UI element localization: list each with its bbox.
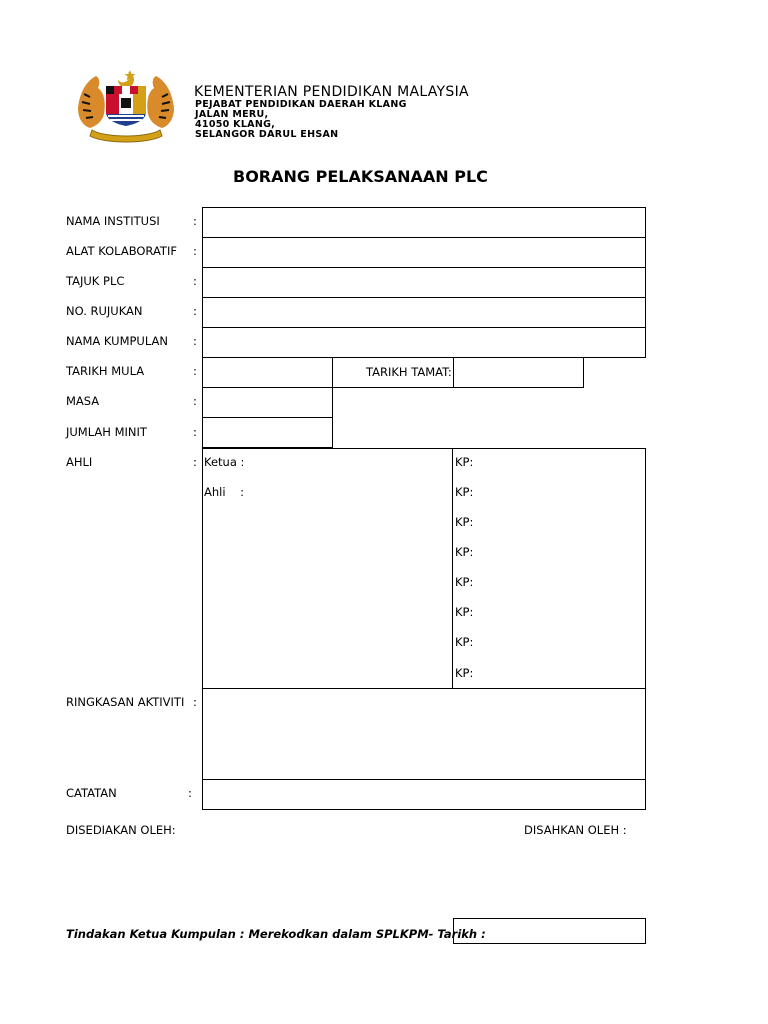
- label-masa: MASA: [66, 394, 100, 408]
- ahli-label: Ahli :: [204, 485, 245, 499]
- address-line-1: PEJABAT PENDIDIKAN DAERAH KLANG: [195, 99, 407, 110]
- form-title: BORANG PELAKSANAAN PLC: [233, 167, 488, 186]
- nama-kumpulan-field[interactable]: [202, 327, 646, 358]
- footer-instruction: Tindakan Ketua Kumpulan : Merekodkan dalam SPLKPM- Tarikh :: [66, 927, 486, 941]
- colon: :: [193, 274, 197, 288]
- kp-label: KP:: [455, 545, 474, 559]
- tajuk-plc-field[interactable]: [202, 267, 646, 298]
- colon: :: [193, 244, 197, 258]
- address-line-2: JALAN MERU,: [195, 109, 269, 120]
- ketua-label: Ketua :: [204, 455, 245, 469]
- ringkasan-aktiviti-field[interactable]: [202, 688, 646, 780]
- label-catatan: CATATAN: [66, 786, 117, 800]
- ministry-title: KEMENTERIAN PENDIDIKAN MALAYSIA: [194, 84, 469, 100]
- label-tajuk-plc: TAJUK PLC: [66, 274, 125, 288]
- kp-label: KP:: [455, 635, 474, 649]
- kp-label: KP:: [455, 605, 474, 619]
- label-jumlah-minit: JUMLAH MINIT: [66, 425, 147, 439]
- colon: :: [193, 214, 197, 228]
- address-line-3: 41050 KLANG,: [195, 119, 276, 130]
- colon: :: [193, 304, 197, 318]
- malaysia-coat-of-arms-logo: [74, 66, 178, 144]
- kp-label: KP:: [455, 666, 474, 680]
- address-line-4: SELANGOR DARUL EHSAN: [195, 129, 339, 140]
- label-ahli: AHLI: [66, 455, 93, 469]
- label-no-rujukan: NO. RUJUKAN: [66, 304, 143, 318]
- members-table: [202, 448, 646, 689]
- label-tarikh-mula: TARIKH MULA: [66, 364, 145, 378]
- jumlah-minit-field[interactable]: [202, 417, 333, 448]
- masa-field[interactable]: [202, 387, 333, 418]
- tarikh-splkpm-field[interactable]: [453, 918, 646, 944]
- label-nama-kumpulan: NAMA KUMPULAN: [66, 334, 168, 348]
- tarikh-tamat-field[interactable]: [453, 357, 584, 388]
- tarikh-mula-field[interactable]: [202, 357, 333, 388]
- colon: :: [188, 786, 192, 800]
- label-alat-kolaboratif: ALAT KOLABORATIF: [66, 244, 177, 258]
- colon: :: [193, 425, 197, 439]
- nama-institusi-field[interactable]: [202, 207, 646, 238]
- kp-label: KP:: [455, 575, 474, 589]
- catatan-field[interactable]: [202, 779, 646, 810]
- divider: [452, 448, 453, 689]
- disahkan-oleh-label: DISAHKAN OLEH :: [524, 823, 627, 837]
- no-rujukan-field[interactable]: [202, 297, 646, 328]
- colon: :: [193, 364, 197, 378]
- kp-label: KP:: [455, 455, 474, 469]
- label-ringkasan-aktiviti: RINGKASAN AKTIVITI: [66, 695, 185, 709]
- alat-kolaboratif-field[interactable]: [202, 237, 646, 268]
- kp-label: KP:: [455, 485, 474, 499]
- label-tarikh-tamat: TARIKH TAMAT:: [366, 365, 452, 379]
- disediakan-oleh-label: DISEDIAKAN OLEH:: [66, 823, 176, 837]
- kp-label: KP:: [455, 515, 474, 529]
- label-nama-institusi: NAMA INSTITUSI: [66, 214, 160, 228]
- colon: :: [193, 695, 197, 709]
- colon: :: [193, 455, 197, 469]
- colon: :: [193, 334, 197, 348]
- divider: [332, 387, 333, 448]
- colon: :: [193, 394, 197, 408]
